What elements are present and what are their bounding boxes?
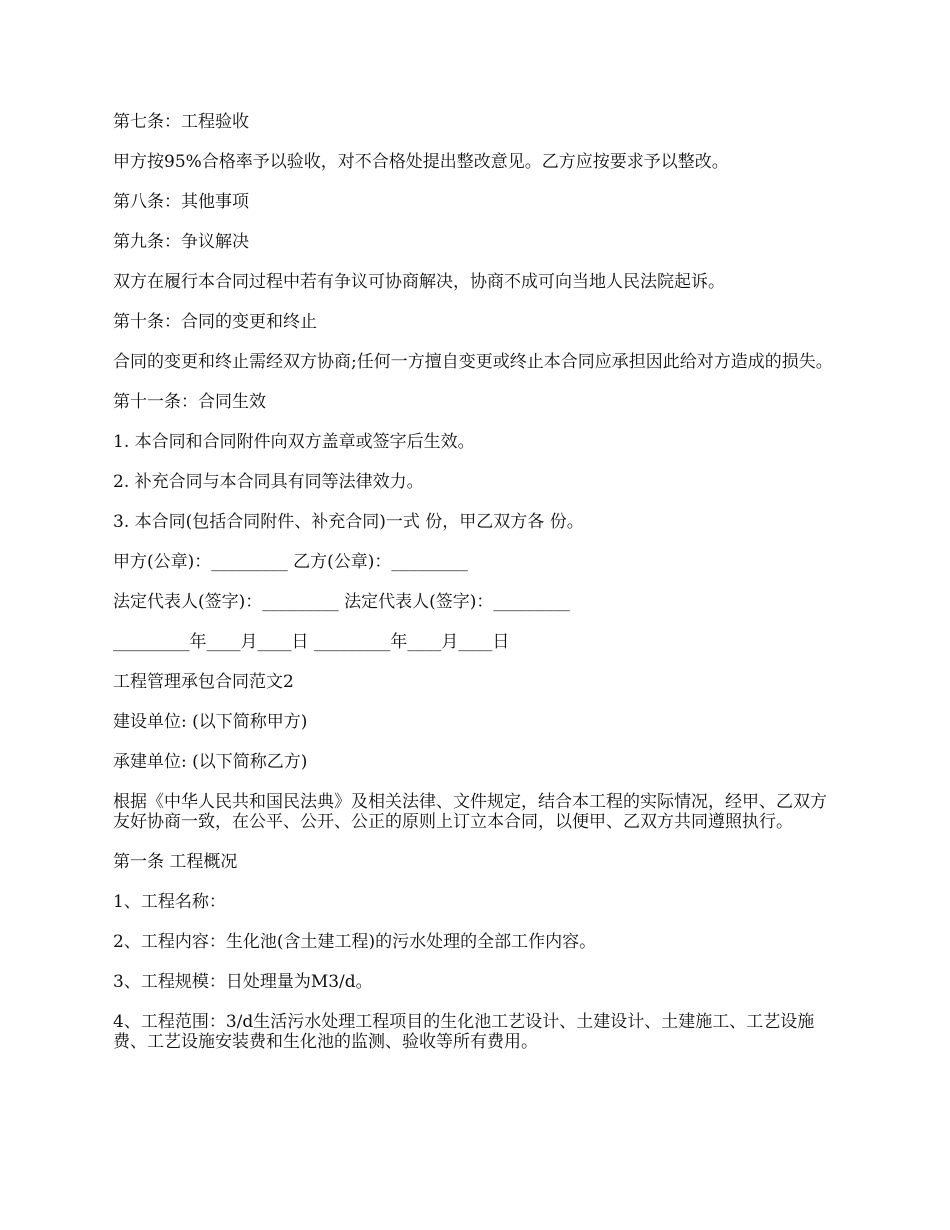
project-content-item: 2、工程内容：生化池(含土建工程)的污水处理的全部工作内容。 — [113, 932, 597, 952]
section-title-2: 工程管理承包合同范文2 — [113, 672, 294, 692]
article-1-heading: 第一条 工程概况 — [113, 852, 238, 872]
article-11-clause-2: 2. 补充合同与本合同具有同等法律效力。 — [113, 472, 424, 492]
project-name-item: 1、工程名称： — [113, 892, 226, 912]
signature-line: 法定代表人(签字)：_________ 法定代表人(签字)：_________ — [113, 592, 570, 612]
seal-line: 甲方(公章)：_________ 乙方(公章)：_________ — [113, 552, 468, 572]
article-8-heading: 第八条：其他事项 — [113, 192, 249, 212]
document-body — [113, 112, 843, 1072]
date-line: _________年____月____日 _________年____月____日 — [113, 632, 510, 652]
article-11-clause-1: 1. 本合同和合同附件向双方盖章或签字后生效。 — [113, 432, 475, 452]
article-10-text: 合同的变更和终止需经双方协商;任何一方擅自变更或终止本合同应承担因此给对方造成的损失。 — [113, 352, 833, 372]
project-scale-item: 3、工程规模：日处理量为M3/d。 — [113, 972, 373, 992]
project-scope-item: 4、工程范围：3/d生活污水处理工程项目的生化池工艺设计、土建设计、土建施工、工艺设施费、工艺设施安装费和生化池的监测、验收等所有费用。 — [113, 1012, 815, 1052]
contractor-line: 承建单位: (以下简称乙方) — [113, 752, 308, 772]
article-11-clause-3: 3. 本合同(包括合同附件、补充合同)一式 份，甲乙双方各 份。 — [113, 512, 584, 532]
article-7-text: 甲方按95%合格率予以验收，对不合格处提出整改意见。乙方应按要求予以整改。 — [113, 152, 729, 172]
article-7-heading: 第七条：工程验收 — [113, 112, 249, 132]
article-9-text: 双方在履行本合同过程中若有争议可协商解决，协商不成可向当地人民法院起诉。 — [113, 272, 725, 292]
preamble-text: 根据《中华人民共和国民法典》及相关法律、文件规定，结合本工程的实际情况，经甲、乙双方友好协商一致，在公平、公开、公正的原则上订立本合同，以便甲、乙双方共同遵照执行。 — [113, 792, 827, 832]
article-11-heading: 第十一条：合同生效 — [113, 392, 266, 412]
article-10-heading: 第十条：合同的变更和终止 — [113, 312, 317, 332]
article-9-heading: 第九条：争议解决 — [113, 232, 249, 252]
client-line: 建设单位: (以下简称甲方) — [113, 712, 308, 732]
